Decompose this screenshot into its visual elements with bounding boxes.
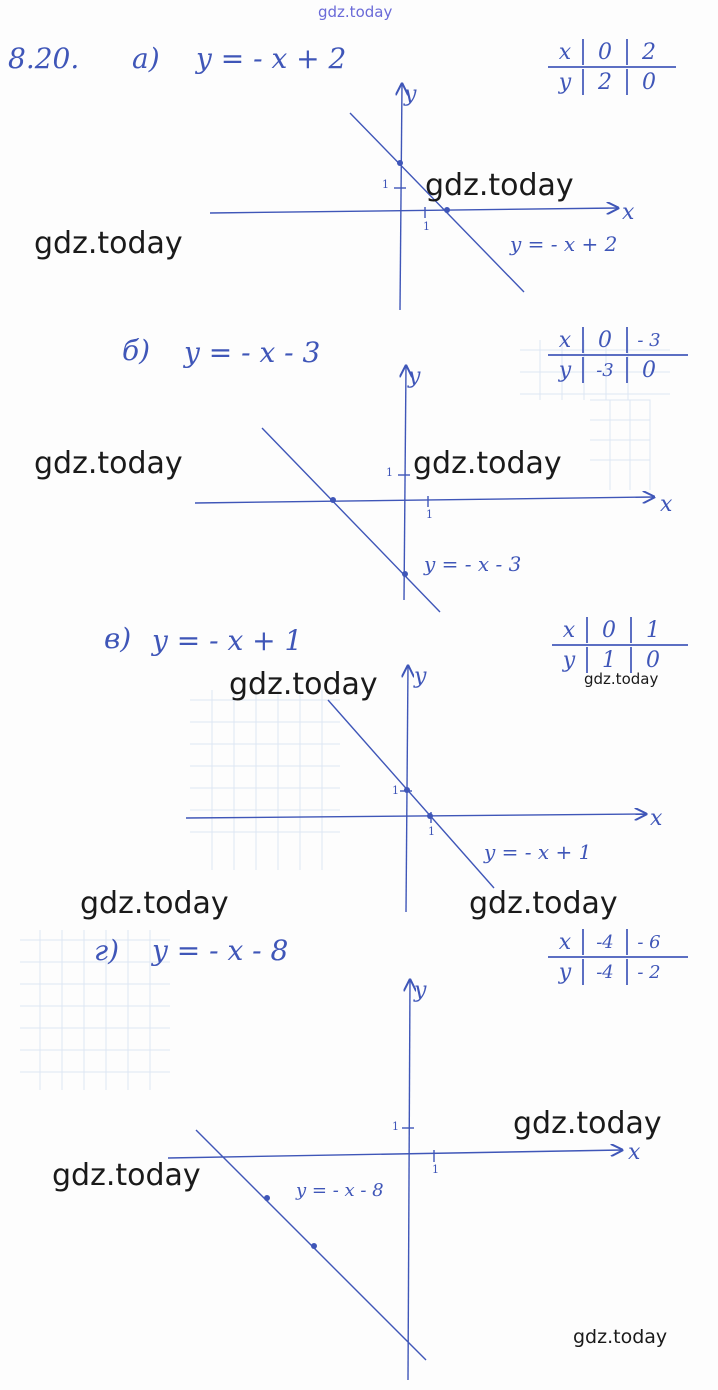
table-x-value: 0 — [598, 327, 612, 353]
table-y-value: 1 — [602, 647, 616, 673]
table-y-value: 0 — [642, 69, 656, 95]
graph-a-point — [444, 207, 450, 213]
table-x-value: -4 — [596, 931, 614, 953]
graph-c-point — [427, 813, 433, 819]
table-x-header: x — [558, 39, 572, 65]
watermark: gdz.today — [34, 446, 183, 481]
watermark: gdz.today — [52, 1158, 201, 1193]
section-a-equation: y = - x + 2 — [196, 42, 347, 75]
graph-c-x-axis — [186, 814, 646, 818]
table-y-value: - 2 — [637, 961, 661, 983]
table-x-value: 1 — [646, 617, 660, 643]
graph-b-line-label: y = - x - 3 — [424, 552, 522, 576]
graph-b-x-label: x — [660, 492, 673, 517]
graph-c-line-label: y = - x + 1 — [484, 840, 592, 864]
graph-d-line-label: y = - x - 8 — [296, 1180, 384, 1201]
watermark: gdz.today — [425, 168, 574, 203]
table-y-header: y — [558, 69, 572, 95]
watermark: gdz.today — [469, 886, 618, 921]
graph-d-line — [196, 1130, 426, 1360]
table-y-value: 0 — [646, 647, 660, 673]
graph-c-y-label: y — [414, 664, 427, 689]
section-c-letter: в) — [104, 622, 132, 655]
graph-a-point — [397, 160, 403, 166]
table-x-value: - 3 — [637, 329, 661, 351]
graph-c-point — [404, 787, 410, 793]
graph-b-y-label: y — [408, 364, 421, 389]
problem-number: 8.20. — [8, 42, 80, 75]
table-y-value: -4 — [596, 961, 614, 983]
table-y-header: y — [558, 959, 572, 985]
table-x-header: x — [558, 929, 572, 955]
section-d-letter: г) — [94, 934, 120, 967]
graph-a-unit-x: 1 — [423, 220, 430, 233]
graph-c-unit-x: 1 — [428, 825, 435, 838]
top-watermark: gdz.today — [318, 3, 393, 21]
graph-d-point — [311, 1243, 317, 1249]
table-x-header: x — [558, 327, 572, 353]
graph-b-point — [330, 497, 336, 503]
graph-d-y-axis — [408, 980, 410, 1380]
section-d-equation: y = - x - 8 — [152, 934, 289, 967]
graph-a-y-label: y — [404, 82, 417, 107]
table-y-header: y — [562, 647, 576, 673]
watermark: gdz.today — [80, 886, 229, 921]
table-x-value: 0 — [598, 39, 612, 65]
graph-d-x-axis — [168, 1150, 622, 1158]
watermark: gdz.today — [413, 446, 562, 481]
graph-a-y-axis — [400, 84, 402, 310]
section-b-equation: y = - x - 3 — [184, 336, 321, 369]
watermark: gdz.today — [34, 226, 183, 261]
table-y-header: y — [558, 357, 572, 383]
graph-c-unit-y: 1 — [392, 784, 399, 797]
table-y-value: 2 — [598, 69, 612, 95]
graph-c-x-label: x — [650, 806, 663, 831]
watermark: gdz.today — [584, 670, 659, 688]
graph-b-unit-y: 1 — [386, 466, 393, 479]
table-y-value: 0 — [642, 357, 656, 383]
graph-a-unit-y: 1 — [382, 178, 389, 191]
graph-d-x-label: x — [628, 1140, 641, 1165]
graph-d-y-label: y — [414, 978, 427, 1003]
graph-d-point — [264, 1195, 270, 1201]
graph-a-x-label: x — [622, 200, 635, 225]
graph-b-unit-x: 1 — [426, 508, 433, 521]
section-a-letter: а) — [132, 42, 160, 75]
watermark: gdz.today — [229, 667, 378, 702]
graph-d-unit-y: 1 — [392, 1120, 399, 1133]
section-b-letter: б) — [122, 334, 151, 367]
graph-d-unit-x: 1 — [432, 1163, 439, 1176]
table-x-value: 0 — [602, 617, 616, 643]
table-x-header: x — [562, 617, 576, 643]
watermark: gdz.today — [573, 1326, 668, 1348]
graph-b-point — [402, 571, 408, 577]
table-x-value: 2 — [642, 39, 656, 65]
table-x-value: - 6 — [637, 931, 661, 953]
graph-b-y-axis — [404, 366, 406, 600]
table-y-value: -3 — [596, 359, 614, 381]
watermark: gdz.today — [513, 1106, 662, 1141]
graph-a-line-label: y = - x + 2 — [510, 232, 618, 256]
graph-b-x-axis — [195, 497, 654, 503]
section-c-equation: y = - x + 1 — [152, 624, 303, 657]
graph-c-line — [328, 700, 494, 888]
graph-a-x-axis — [210, 208, 618, 213]
